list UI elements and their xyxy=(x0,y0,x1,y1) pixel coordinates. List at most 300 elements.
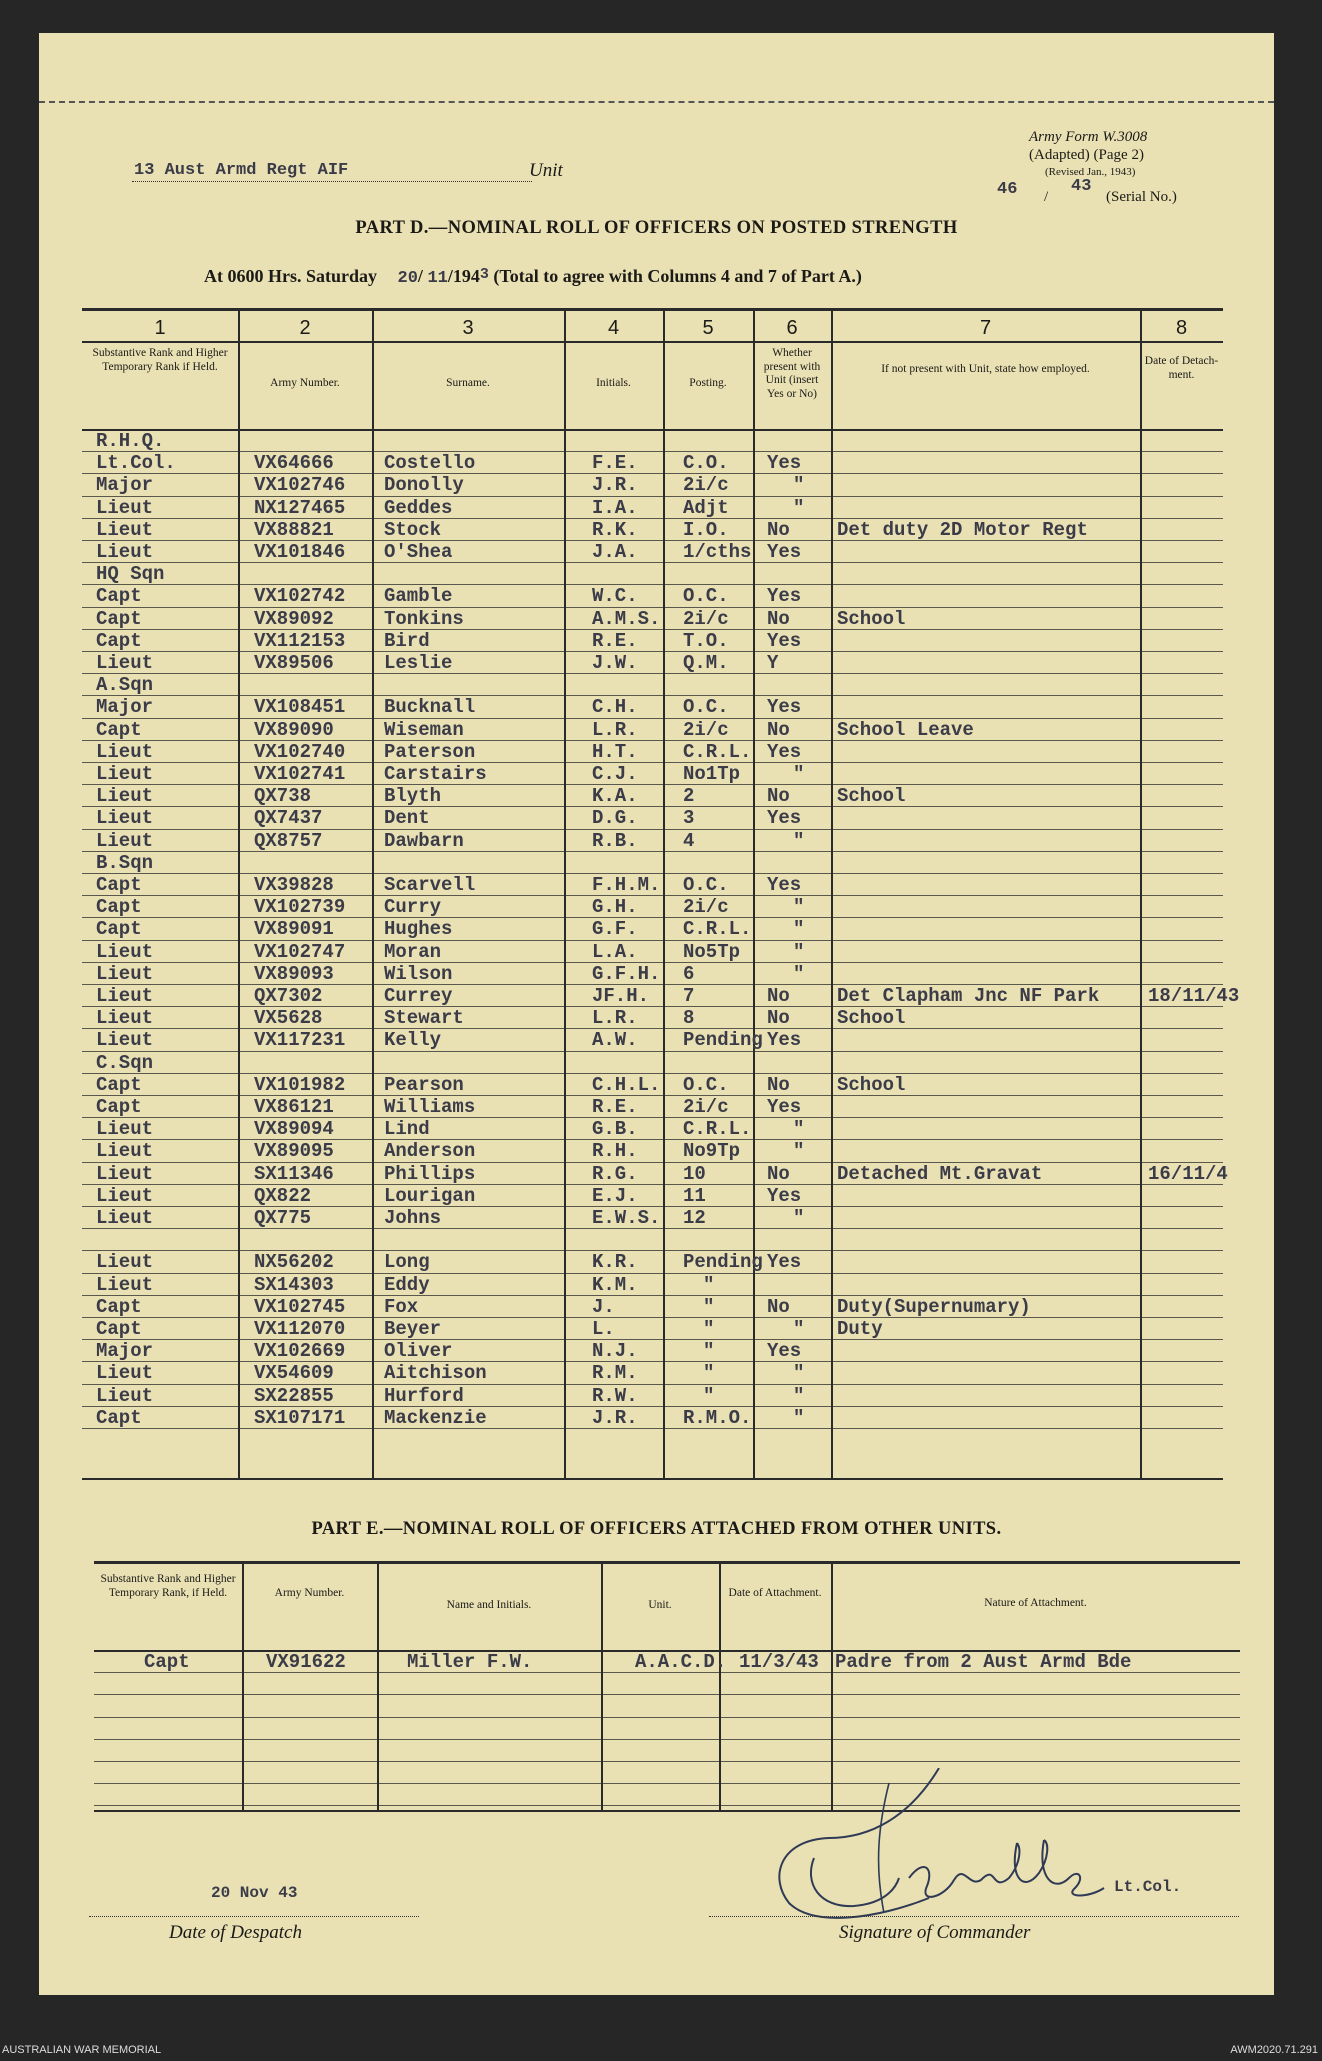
part-d-cell: Yes xyxy=(767,585,802,608)
part-e-cell: 11/3/43 xyxy=(739,1651,819,1673)
part-d-title: PART D.—NOMINAL ROLL OF OFFICERS ON POSTED STRENGTH xyxy=(355,218,958,238)
part-d-cell: 2i/c xyxy=(683,718,729,741)
part-d-cell: SX14303 xyxy=(254,1273,334,1296)
part-e-cell: A.A.C.D. xyxy=(635,1651,727,1673)
part-d-cell: No xyxy=(767,518,790,541)
part-d-cell: Long xyxy=(384,1251,430,1274)
part-d-cell: No9Tp xyxy=(683,1140,741,1163)
part-d-cell: O'Shea xyxy=(384,541,453,563)
part-d-cell: 16/11/4 xyxy=(1148,1162,1228,1185)
part-e-column-header: Substantive Rank and Higher Temporary Rank, if Held. xyxy=(100,1573,236,1599)
part-d-cell: Yes xyxy=(767,541,802,563)
column-header: If not present with Unit, state how employed. xyxy=(881,363,1090,375)
unit-value: 13 Aust Armd Regt AIF xyxy=(134,161,349,180)
part-d-cell: Pending xyxy=(683,1029,763,1052)
unit-label: Unit xyxy=(529,160,563,181)
part-d-cell: Lieut xyxy=(96,807,154,830)
credit-left: AUSTRALIAN WAR MEMORIAL xyxy=(2,2044,162,2056)
part-d-cell: " xyxy=(703,1384,715,1407)
year-digit: 3 xyxy=(479,266,489,283)
part-d-cell: Hughes xyxy=(384,918,453,941)
part-d-cell: Lieut xyxy=(96,940,154,963)
part-d-cell: Det Clapham Jnc NF Park xyxy=(837,985,1100,1007)
day-value: 20 xyxy=(397,269,418,288)
part-d-cell: C.H. xyxy=(592,696,638,719)
part-e-cell: Capt xyxy=(144,1651,190,1673)
part-d-cell: Capt xyxy=(96,874,142,896)
part-d-cell: No1Tp xyxy=(683,763,741,785)
part-d-cell: R.E. xyxy=(592,629,638,652)
part-d-cell: Paterson xyxy=(384,740,476,763)
part-d-cell: VX39828 xyxy=(254,874,334,896)
part-d-cell: 2i/c xyxy=(683,607,729,630)
part-d-cell: R.M. xyxy=(592,1362,638,1385)
part-d-cell: " xyxy=(793,1140,805,1163)
part-d-cell: Adjt xyxy=(683,496,729,519)
part-d-cell: K.M. xyxy=(592,1273,638,1296)
part-d-cell: 6 xyxy=(683,962,695,985)
part-d-cell: Yes xyxy=(767,1251,802,1274)
part-d-cell: SX11346 xyxy=(254,1162,334,1185)
commander-signature xyxy=(759,1768,1189,1938)
part-d-cell: Capt xyxy=(96,896,142,919)
part-d-cell: W.C. xyxy=(592,585,638,608)
column-number: 7 xyxy=(979,317,992,339)
part-d-cell: Lieut xyxy=(96,1007,154,1030)
part-d-cell: Bird xyxy=(384,629,430,652)
part-d-cell: VX108451 xyxy=(254,696,346,719)
part-d-cell: Hurford xyxy=(384,1384,464,1407)
part-d-cell: Wilson xyxy=(384,962,453,985)
part-d-cell: A.W. xyxy=(592,1029,638,1052)
part-d-cell: JF.H. xyxy=(592,985,650,1007)
at-prefix: At 0600 Hrs. Saturday xyxy=(204,266,378,286)
part-d-cell: VX102741 xyxy=(254,763,346,785)
part-d-column-rule xyxy=(831,308,833,1478)
part-d-cell: VX64666 xyxy=(254,452,334,475)
serial-a: 46 xyxy=(997,180,1018,199)
month-value: 11 xyxy=(427,269,448,288)
despatch-dotted-line xyxy=(89,1916,419,1917)
part-d-cell: Lieut xyxy=(96,1384,154,1407)
part-d-number-rule xyxy=(82,341,1223,343)
part-d-cell: 11 xyxy=(683,1184,706,1207)
part-d-column-rule xyxy=(238,308,240,1478)
despatch-label: Date of Despatch xyxy=(169,1922,302,1943)
part-d-cell: 3 xyxy=(683,807,695,830)
signature-label: Signature of Commander xyxy=(839,1922,1031,1943)
part-d-cell: Duty(Supernumary) xyxy=(837,1295,1031,1318)
part-d-cell: O.C. xyxy=(683,696,729,719)
part-d-cell: Lieut xyxy=(96,1140,154,1163)
part-d-cell: Lieut xyxy=(96,496,154,519)
part-d-cell: No xyxy=(767,1295,790,1318)
part-d-cell: SX22855 xyxy=(254,1384,334,1407)
part-d-cell: R.H.Q. xyxy=(96,430,165,452)
part-d-cell: R.K. xyxy=(592,518,638,541)
part-d-cell: Yes xyxy=(767,452,802,475)
part-d-cell: " xyxy=(793,1207,805,1229)
part-d-cell: VX102747 xyxy=(254,940,346,963)
part-d-cell: R.E. xyxy=(592,1096,638,1118)
part-e-column-header: Unit. xyxy=(648,1599,672,1611)
commander-rank: Lt.Col. xyxy=(1114,1878,1182,1896)
perforation-line xyxy=(39,101,1274,103)
part-d-cell: " xyxy=(703,1362,715,1385)
part-d-cell: Lieut xyxy=(96,1207,154,1229)
part-d-cell: " xyxy=(793,918,805,941)
column-header: Initials. xyxy=(596,377,631,389)
part-d-cell: " xyxy=(703,1295,715,1318)
part-d-cell: VX86121 xyxy=(254,1096,334,1118)
part-d-cell: VX112070 xyxy=(254,1318,346,1340)
part-d-cell: F.E. xyxy=(592,452,638,475)
part-e-cell: VX91622 xyxy=(266,1651,346,1673)
part-d-cell: Geddes xyxy=(384,496,453,519)
part-d-cell: Lieut xyxy=(96,1184,154,1207)
part-e-row-rule xyxy=(94,1717,1240,1718)
part-d-cell: VX101982 xyxy=(254,1073,346,1096)
part-d-cell: 2 xyxy=(683,785,695,808)
part-d-cell: " xyxy=(793,474,805,497)
part-d-cell: " xyxy=(793,1384,805,1407)
part-d-cell: " xyxy=(793,1406,805,1429)
part-d-cell: I.O. xyxy=(683,518,729,541)
part-d-cell: C.R.L. xyxy=(683,740,752,763)
part-d-cell: B.Sqn xyxy=(96,851,154,874)
part-d-cell: Anderson xyxy=(384,1140,476,1163)
part-d-cell: Aitchison xyxy=(384,1362,487,1385)
part-d-cell: QX738 xyxy=(254,785,312,808)
part-d-cell: Fox xyxy=(384,1295,419,1318)
part-d-cell: Capt xyxy=(96,1318,142,1340)
part-d-cell: No xyxy=(767,1073,790,1096)
part-d-cell: Yes xyxy=(767,629,802,652)
part-d-cell: School xyxy=(837,1073,906,1096)
part-d-cell: No xyxy=(767,607,790,630)
credit-bar xyxy=(0,2035,1322,2061)
part-d-cell: Bucknall xyxy=(384,696,476,719)
part-d-cell: Lieut xyxy=(96,518,154,541)
part-d-cell: L.A. xyxy=(592,940,638,963)
part-d-cell: C.O. xyxy=(683,452,729,475)
column-header: Whether present with Unit (insert Yes or No) xyxy=(763,347,821,400)
part-e-row-rule xyxy=(94,1739,1240,1740)
part-d-cell: Currey xyxy=(384,985,453,1007)
part-d-cell: Williams xyxy=(384,1096,476,1118)
part-d-cell: L.R. xyxy=(592,718,638,741)
serial-b: 43 xyxy=(1071,177,1092,196)
part-d-cell: O.C. xyxy=(683,874,729,896)
part-d-cell: VX88821 xyxy=(254,518,334,541)
part-d-cell: Detached Mt.Gravat xyxy=(837,1162,1043,1185)
part-d-cell: Capt xyxy=(96,718,142,741)
part-d-cell: VX54609 xyxy=(254,1362,334,1385)
part-d-cell: NX127465 xyxy=(254,496,346,519)
part-d-cell: R.M.O. xyxy=(683,1406,752,1429)
part-d-cell: Lieut xyxy=(96,541,154,563)
part-d-header-rule xyxy=(82,429,1223,431)
part-d-cell: Capt xyxy=(96,607,142,630)
year-prefix: /194 xyxy=(447,266,480,286)
part-d-cell: Lieut xyxy=(96,1251,154,1274)
serial-label: (Serial No.) xyxy=(1106,189,1177,205)
part-d-cell: Lieut xyxy=(96,962,154,985)
part-d-cell: O.C. xyxy=(683,585,729,608)
part-d-cell: NX56202 xyxy=(254,1251,334,1274)
part-d-cell: Mackenzie xyxy=(384,1406,487,1429)
part-d-cell: HQ Sqn xyxy=(96,563,165,586)
part-d-cell: C.H.L. xyxy=(592,1073,661,1096)
part-d-cell: Yes xyxy=(767,874,802,896)
part-d-cell: G.H. xyxy=(592,896,638,919)
part-d-cell: VX89506 xyxy=(254,652,334,674)
part-d-cell: " xyxy=(793,1318,805,1340)
part-d-cell: VX117231 xyxy=(254,1029,346,1052)
credit-right: AWM2020.71.291 xyxy=(1230,2044,1318,2056)
part-d-cell: 1/cths xyxy=(683,541,752,563)
part-d-cell: Q.M. xyxy=(683,652,729,674)
part-d-cell: L.R. xyxy=(592,1007,638,1030)
part-d-cell: VX89093 xyxy=(254,962,334,985)
part-d-cell: C.J. xyxy=(592,763,638,785)
part-d-cell: Yes xyxy=(767,696,802,719)
part-d-cell: C.R.L. xyxy=(683,1118,752,1141)
serial-separator: / xyxy=(1044,189,1049,205)
part-d-cell: " xyxy=(793,763,805,785)
part-d-cell: Lieut xyxy=(96,1273,154,1296)
part-d-cell: VX102739 xyxy=(254,896,346,919)
column-number: 6 xyxy=(786,317,798,339)
column-number: 3 xyxy=(462,317,474,339)
part-d-cell: Curry xyxy=(384,896,442,919)
part-d-cell: School xyxy=(837,1007,906,1030)
part-d-cell: 2i/c xyxy=(683,474,729,497)
part-d-cell: QX775 xyxy=(254,1207,312,1229)
part-d-cell: Lieut xyxy=(96,740,154,763)
part-e-column-header: Nature of Attachment. xyxy=(984,1597,1087,1609)
part-d-column-rule xyxy=(372,308,374,1478)
form-name: Army Form W.3008 xyxy=(1029,129,1148,145)
part-d-cell: Lieut xyxy=(96,652,154,674)
part-e-cell: Miller F.W. xyxy=(407,1651,533,1673)
part-d-cell: G.F. xyxy=(592,918,638,941)
part-d-cell: Yes xyxy=(767,740,802,763)
part-d-cell: VX89094 xyxy=(254,1118,334,1141)
part-d-cell: Stewart xyxy=(384,1007,464,1030)
part-d-cell: Blyth xyxy=(384,785,442,808)
part-d-cell: School Leave xyxy=(837,718,974,741)
part-d-cell: Wiseman xyxy=(384,718,464,741)
part-d-note: (Total to agree with Columns 4 and 7 of Part A.) xyxy=(493,266,862,286)
part-d-cell: Lieut xyxy=(96,1162,154,1185)
part-d-cell: 2i/c xyxy=(683,896,729,919)
part-e-column-rule xyxy=(242,1561,244,1810)
part-e-row-rule xyxy=(94,1694,1240,1695)
column-header: Army Number. xyxy=(270,377,340,389)
part-d-cell: Leslie xyxy=(384,652,453,674)
part-d-cell: Kelly xyxy=(384,1029,442,1052)
part-d-cell: Lieut xyxy=(96,1029,154,1052)
part-d-cell: QX7302 xyxy=(254,985,323,1007)
part-d-cell: " xyxy=(793,496,805,519)
column-header: Surname. xyxy=(446,377,490,389)
part-d-cell: J.W. xyxy=(592,652,638,674)
part-d-cell: Beyer xyxy=(384,1318,442,1340)
part-d-cell: Scarvell xyxy=(384,874,476,896)
part-d-cell: 8 xyxy=(683,1007,695,1030)
part-d-cell: C.R.L. xyxy=(683,918,752,941)
part-d-cell: Dawbarn xyxy=(384,829,464,852)
part-d-cell: VX112153 xyxy=(254,629,346,652)
part-d-cell: Stock xyxy=(384,518,442,541)
part-d-cell: Capt xyxy=(96,1406,142,1429)
column-number: 2 xyxy=(299,317,311,339)
part-d-cell: Y xyxy=(767,652,779,674)
part-d-cell: Duty xyxy=(837,1318,883,1340)
column-number: 5 xyxy=(702,317,714,339)
part-e-column-header: Date of Attachment. xyxy=(728,1587,822,1599)
part-d-cell: QX822 xyxy=(254,1184,312,1207)
form-adapted: (Adapted) (Page 2) xyxy=(1029,147,1144,163)
part-d-cell: VX89091 xyxy=(254,918,334,941)
part-d-column-rule xyxy=(1140,308,1142,1478)
despatch-date: 20 Nov 43 xyxy=(211,1884,298,1902)
part-d-cell: Donolly xyxy=(384,474,464,497)
part-d-column-rule xyxy=(753,308,755,1478)
part-d-cell: VX102746 xyxy=(254,474,346,497)
part-d-cell: No5Tp xyxy=(683,940,741,963)
part-d-cell: No xyxy=(767,1007,790,1030)
part-d-cell: Pearson xyxy=(384,1073,464,1096)
column-number: 1 xyxy=(154,317,166,339)
part-e-column-rule xyxy=(601,1561,603,1810)
part-d-cell: T.O. xyxy=(683,629,729,652)
part-d-cell: " xyxy=(703,1273,715,1296)
part-d-cell: D.G. xyxy=(592,807,638,830)
part-d-cell: QX8757 xyxy=(254,829,323,852)
part-d-cell: " xyxy=(703,1340,715,1363)
part-d-cell: Capt xyxy=(96,1073,142,1096)
part-d-cell: Tonkins xyxy=(384,607,464,630)
part-d-cell: Phillips xyxy=(384,1162,476,1185)
part-d-cell: VX102742 xyxy=(254,585,346,608)
part-d-cell: No xyxy=(767,985,790,1007)
part-e-column-rule xyxy=(377,1561,379,1810)
part-d-cell: Major xyxy=(96,696,154,719)
part-d-cell: I.A. xyxy=(592,496,638,519)
part-d-cell: " xyxy=(703,1318,715,1340)
part-d-cell: 2i/c xyxy=(683,1096,729,1118)
part-d-cell: VX89092 xyxy=(254,607,334,630)
part-d-cell: Moran xyxy=(384,940,442,963)
part-d-cell: Costello xyxy=(384,452,476,475)
part-d-cell: Major xyxy=(96,474,154,497)
part-d-cell: VX102740 xyxy=(254,740,346,763)
part-d-cell: R.W. xyxy=(592,1384,638,1407)
part-d-cell: 10 xyxy=(683,1162,706,1185)
part-d-cell: No xyxy=(767,1162,790,1185)
part-d-cell: Lt.Col. xyxy=(96,452,176,475)
part-d-cell: Carstairs xyxy=(384,763,487,785)
part-e-top-rule xyxy=(94,1561,1240,1564)
part-d-bottom-rule xyxy=(82,1478,1223,1480)
part-d-cell: J.R. xyxy=(592,474,638,497)
part-d-cell: J. xyxy=(592,1295,615,1318)
signature-dotted-line xyxy=(709,1916,1239,1917)
part-d-cell: " xyxy=(793,829,805,852)
part-d-column-rule xyxy=(663,308,665,1478)
part-d-cell: 7 xyxy=(683,985,695,1007)
column-header: Substantive Rank and Higher Temporary Rank if Held. xyxy=(92,347,228,373)
part-d-cell: Pending xyxy=(683,1251,763,1274)
part-d-cell: Yes xyxy=(767,1029,802,1052)
part-d-cell: N.J. xyxy=(592,1340,638,1363)
part-d-cell: A.Sqn xyxy=(96,674,154,697)
part-d-cell: Lieut xyxy=(96,829,154,852)
form-page xyxy=(39,33,1274,1995)
part-d-date-line xyxy=(204,266,862,288)
part-d-cell: Lieut xyxy=(96,1362,154,1385)
part-d-cell: Lind xyxy=(384,1118,430,1141)
part-e-column-rule xyxy=(719,1561,721,1810)
part-d-cell: G.B. xyxy=(592,1118,638,1141)
part-d-cell: R.B. xyxy=(592,829,638,852)
part-e-title: PART E.—NOMINAL ROLL OF OFFICERS ATTACHED FROM OTHER UNITS. xyxy=(311,1519,1002,1539)
part-d-top-rule xyxy=(82,308,1223,311)
part-d-cell: Major xyxy=(96,1340,154,1363)
part-d-cell: Capt xyxy=(96,585,142,608)
part-d-cell: VX102669 xyxy=(254,1340,346,1363)
part-d-cell: R.H. xyxy=(592,1140,638,1163)
part-d-cell: " xyxy=(793,962,805,985)
part-d-cell: " xyxy=(793,940,805,963)
part-d-cell: E.W.S. xyxy=(592,1207,661,1229)
part-d-cell: VX89095 xyxy=(254,1140,334,1163)
part-d-cell: Dent xyxy=(384,807,430,830)
part-d-cell: C.Sqn xyxy=(96,1051,154,1074)
form-revised: (Revised Jan., 1943) xyxy=(1045,166,1136,178)
part-d-cell: Yes xyxy=(767,1340,802,1363)
unit-dotted-line xyxy=(132,181,532,182)
part-d-cell: Eddy xyxy=(384,1273,430,1296)
part-d-cell: VX101846 xyxy=(254,541,346,563)
part-e-column-header: Army Number. xyxy=(274,1587,345,1599)
part-d-cell: Capt xyxy=(96,1295,142,1318)
part-d-cell: " xyxy=(793,1118,805,1141)
part-d-cell: K.A. xyxy=(592,785,638,808)
part-d-cell: Oliver xyxy=(384,1340,453,1363)
part-d-cell: Capt xyxy=(96,1096,142,1118)
column-header: Date of Detach-ment. xyxy=(1144,355,1219,381)
part-e-column-header: Name and Initials. xyxy=(446,1599,532,1611)
part-d-cell: 4 xyxy=(683,829,695,852)
date-slash: / xyxy=(417,266,423,286)
part-d-cell: Yes xyxy=(767,807,802,830)
part-d-cell: L. xyxy=(592,1318,615,1340)
part-d-cell: Capt xyxy=(96,629,142,652)
part-d-cell: QX7437 xyxy=(254,807,323,830)
part-d-cell: Yes xyxy=(767,1184,802,1207)
part-d-cell: Johns xyxy=(384,1207,442,1229)
part-d-cell: Lieut xyxy=(96,785,154,808)
part-e-cell: Padre from 2 Aust Armd Bde xyxy=(835,1651,1132,1673)
part-d-cell: R.G. xyxy=(592,1162,638,1185)
part-d-cell: J.R. xyxy=(592,1406,638,1429)
part-d-cell: 18/11/43 xyxy=(1148,985,1240,1007)
part-d-cell: School xyxy=(837,607,906,630)
part-d-cell: Lieut xyxy=(96,1118,154,1141)
